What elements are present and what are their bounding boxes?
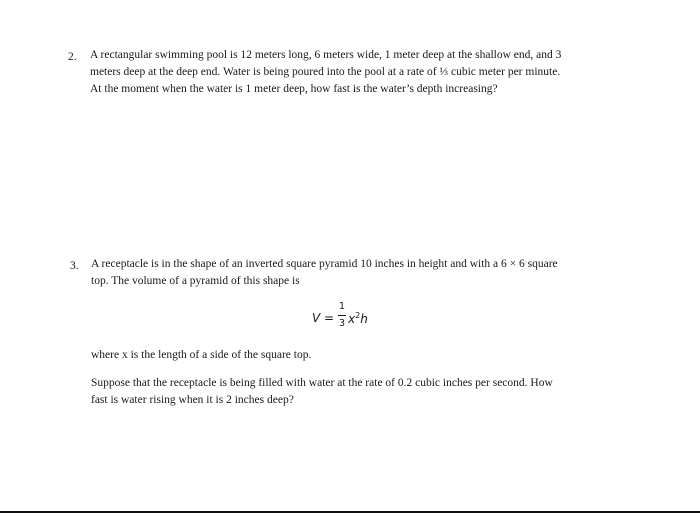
- problem-text-line: meters deep at the deep end. Water is being poured into the pool at a rate of ⅓ cubic meter per minute.: [90, 66, 561, 78]
- problem-text-line: top. The volume of a pyramid of this shape is: [91, 275, 300, 287]
- problem-text-line: A rectangular swimming pool is 12 meters long, 6 meters wide, 1 meter deep at the shallow end, and 3: [90, 49, 562, 61]
- fraction-denominator: 3: [338, 318, 346, 329]
- problem-number: 2.: [68, 51, 77, 63]
- followup-text-line: fast is water rising when it is 2 inches deep?: [91, 394, 294, 406]
- bottom-rule: [0, 511, 700, 513]
- formula-base: x: [348, 312, 356, 326]
- formula-exponent: 2: [355, 311, 361, 320]
- problem-number: 3.: [70, 260, 79, 272]
- fraction-numerator: 1: [338, 301, 346, 312]
- formula-explanation: where x is the length of a side of the square top.: [91, 349, 312, 361]
- formula-tail: h: [360, 312, 368, 326]
- problem-text-line: At the moment when the water is 1 meter deep, how fast is the water’s depth increasing?: [90, 83, 498, 95]
- problem-text-line: A receptacle is in the shape of an inverted square pyramid 10 inches in height and with a 6 × 6 square: [91, 258, 558, 270]
- formula-rhs: [348, 311, 368, 326]
- formula-lhs: V =: [312, 311, 335, 325]
- followup-text-line: Suppose that the receptacle is being filled with water at the rate of 0.2 cubic inches per second. How: [91, 377, 553, 389]
- fraction-bar: [338, 315, 346, 316]
